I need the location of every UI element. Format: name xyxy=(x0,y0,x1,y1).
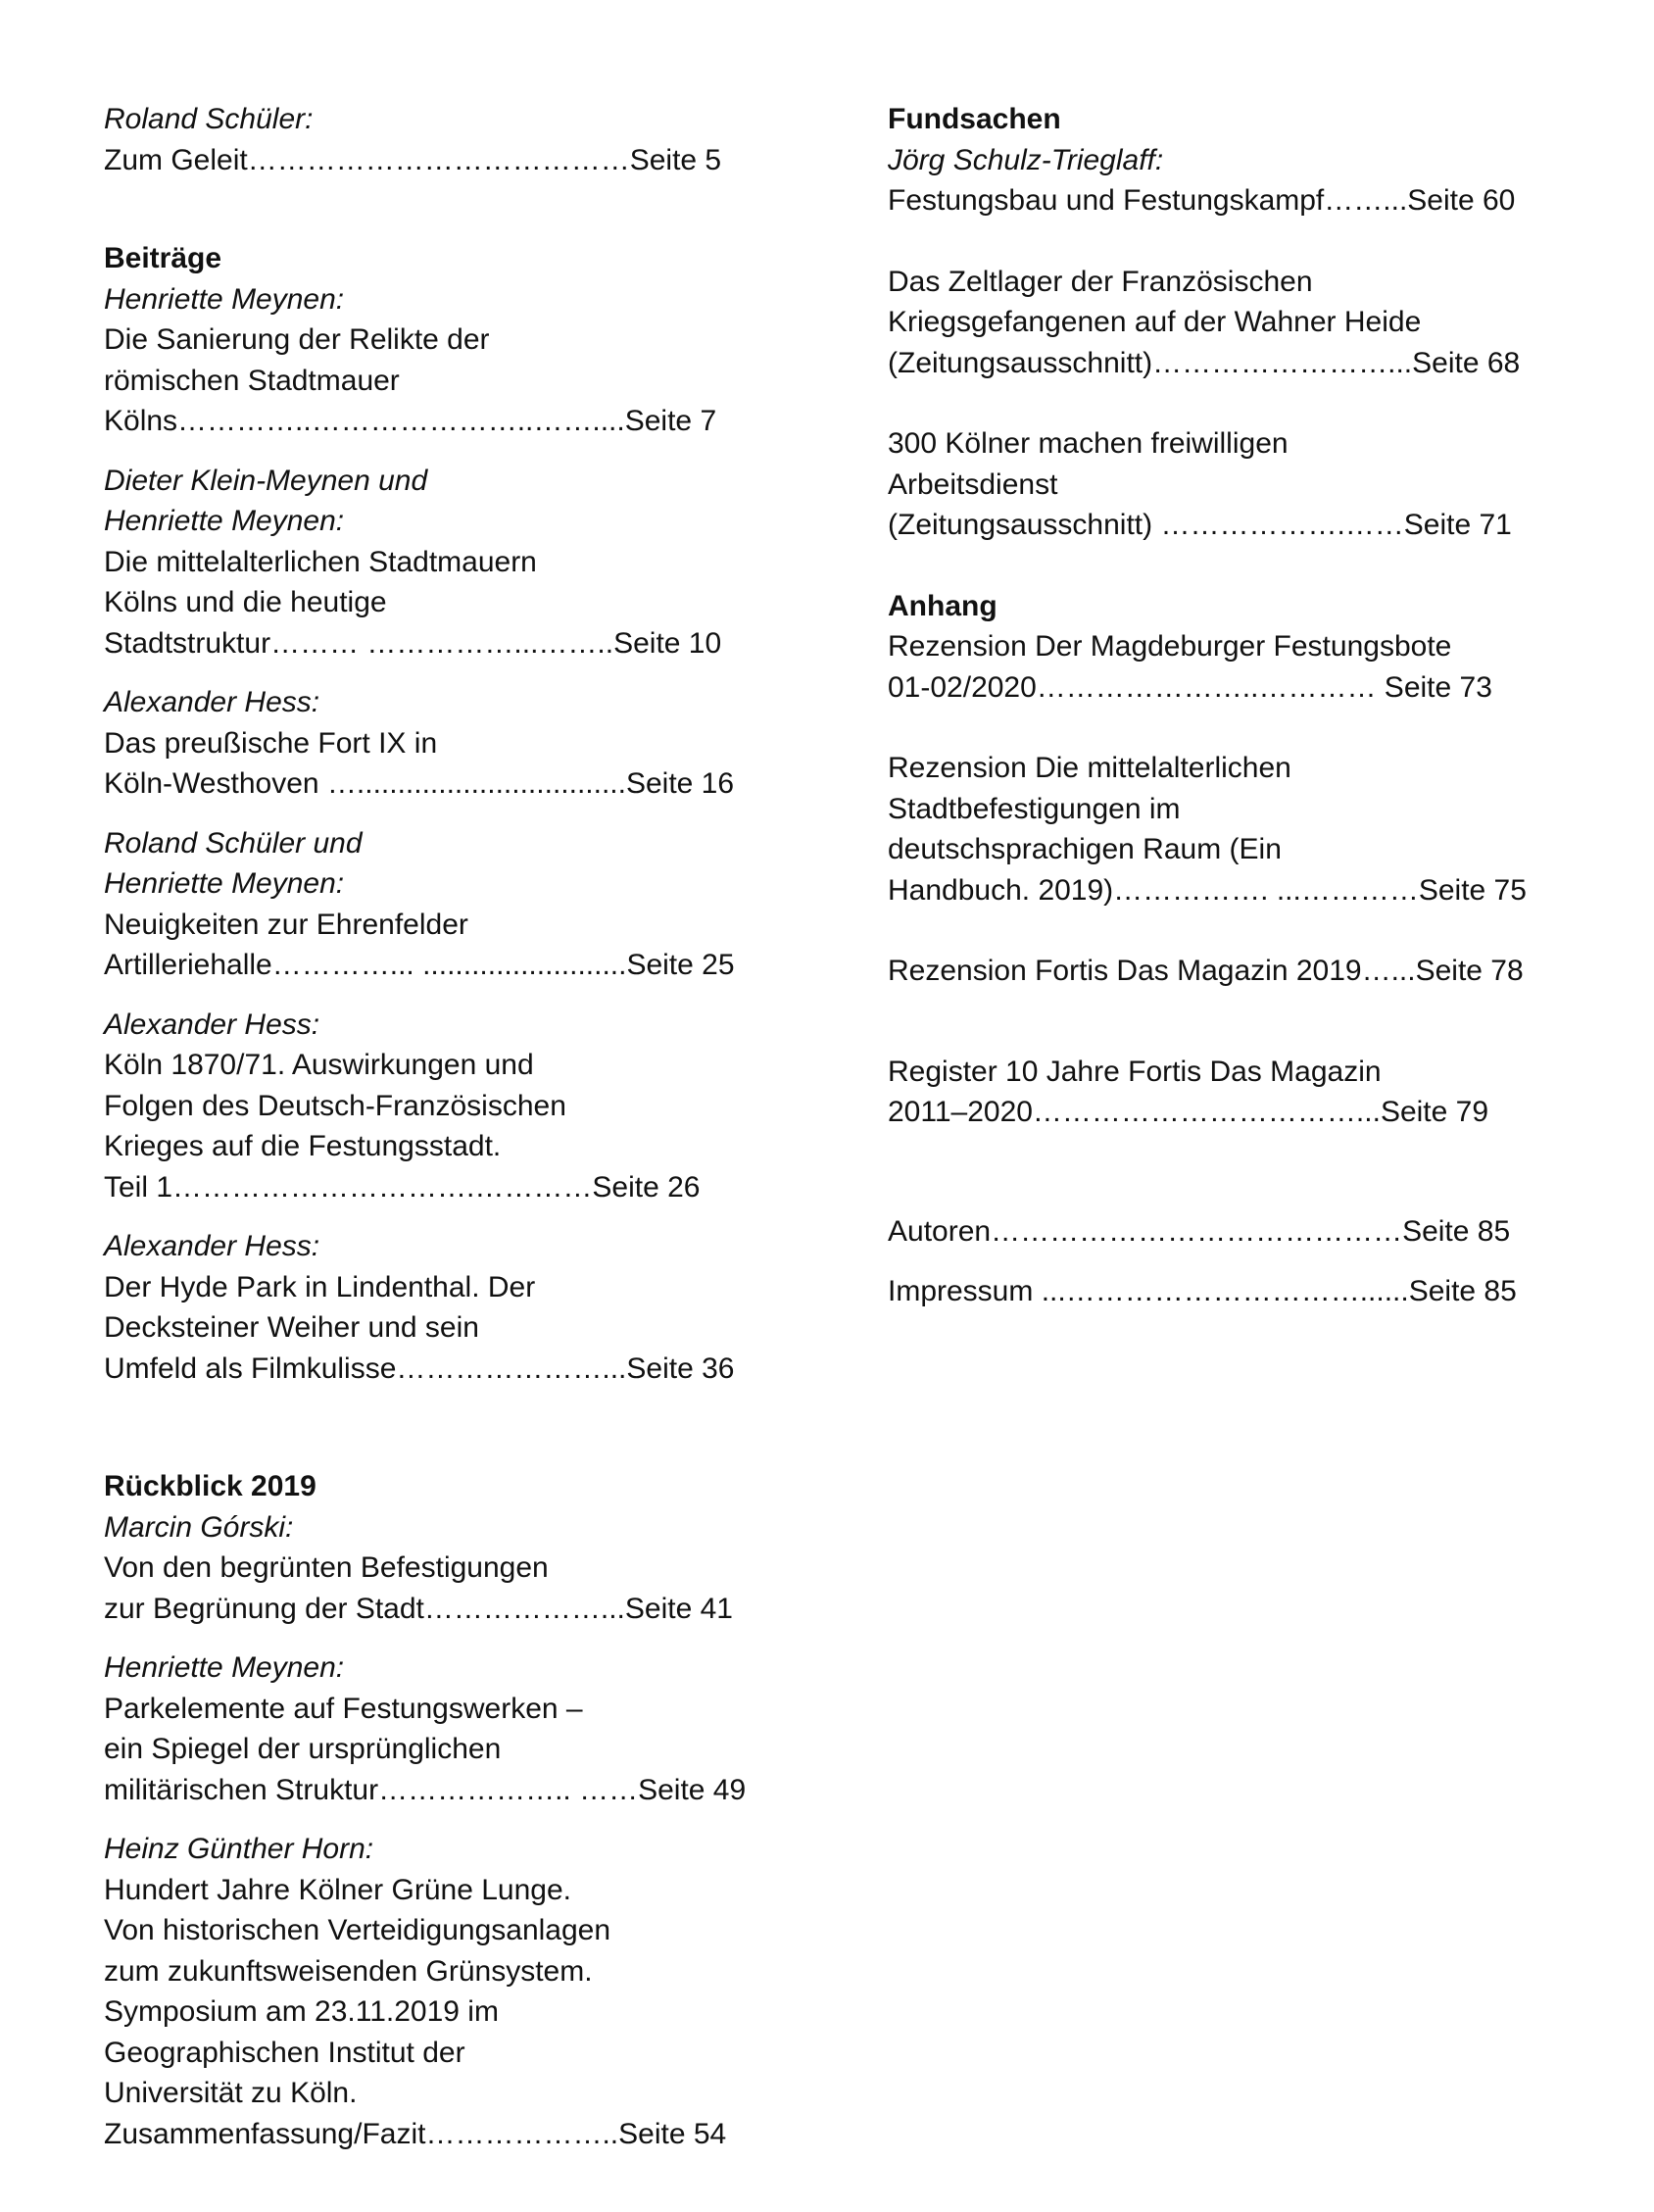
entry-line: Handbuch. 2019)……………. ...…………Seite 75 xyxy=(888,873,1527,907)
toc-entry-autoren xyxy=(888,1211,1574,1253)
entry-line: Festungsbau und Festungskampf……...Seite 60 xyxy=(888,184,1516,217)
entry-author: Marcin Górski: xyxy=(104,1510,294,1544)
toc-entry xyxy=(104,279,790,442)
entry-author: Henriette Meynen: xyxy=(104,282,345,316)
entry-line: römischen Stadtmauer xyxy=(104,364,400,397)
entry-line: Arbeitsdienst xyxy=(888,467,1058,501)
section-extras xyxy=(888,1211,1574,1312)
entry-line: Folgen des Deutsch-Französischen xyxy=(104,1089,566,1122)
entry-line: Decksteiner Weiher und sein xyxy=(104,1311,479,1344)
toc-entry xyxy=(104,1226,790,1389)
entry-author: Roland Schüler: xyxy=(104,103,314,135)
entry-line: Kölns und die heutige xyxy=(104,586,387,618)
entry-line: Umfeld als Filmkulisse…………………...Seite 36 xyxy=(104,1352,735,1385)
entry-line: Hundert Jahre Kölner Grüne Lunge. xyxy=(104,1873,571,1906)
entry-line: Köln-Westhoven ….................................Seite 16 xyxy=(104,767,735,800)
entry-author: Roland Schüler und xyxy=(104,826,363,860)
entry-line: Zum Geleit…………………………………Seite 5 xyxy=(104,143,722,176)
toc-entry xyxy=(888,748,1574,910)
entry-author: Alexander Hess: xyxy=(104,1008,320,1041)
entry-author: Dieter Klein-Meynen und xyxy=(104,464,428,497)
entry-line: Rezension Fortis Das Magazin 2019…...Seite 78 xyxy=(888,955,1524,987)
toc-entry xyxy=(888,1052,1574,1133)
entry-line: Geographischen Institut der xyxy=(104,2036,465,2069)
entry-line: Die Sanierung der Relikte der xyxy=(104,323,490,356)
toc-entry xyxy=(104,1829,790,2154)
entry-line: Stadtbefestigungen im xyxy=(888,792,1181,825)
entry-line: Teil 1………………………….…………Seite 26 xyxy=(104,1170,701,1204)
entry-line: Köln 1870/71. Auswirkungen und xyxy=(104,1049,534,1081)
section-beitraege xyxy=(104,238,790,1389)
entry-line: Der Hyde Park in Lindenthal. Der xyxy=(104,1270,536,1303)
section-title: Fundsachen xyxy=(888,103,1061,135)
entry-line: Kriegsgefangenen auf der Wahner Heide xyxy=(888,306,1422,338)
section-title: Anhang xyxy=(888,589,997,622)
toc-entry xyxy=(888,140,1574,221)
entry-author: Jörg Schulz-Trieglaff: xyxy=(888,143,1164,176)
entry-line: Das preußische Fort IX in xyxy=(104,726,438,760)
toc-entry-intro xyxy=(104,99,790,180)
entry-line: Zusammenfassung/Fazit………………..Seite 54 xyxy=(104,2117,727,2150)
entry-line: Rezension Der Magdeburger Festungsbote xyxy=(888,630,1452,663)
entry-line: deutschsprachigen Raum (Ein xyxy=(888,833,1282,865)
entry-line: militärischen Struktur……………….. ……Seite 49 xyxy=(104,1773,747,1806)
entry-line: Autoren……………………………………Seite 85 xyxy=(888,1214,1511,1248)
section-title: Rückblick 2019 xyxy=(104,1470,316,1502)
entry-line: Die mittelalterlichen Stadtmauern xyxy=(104,545,537,578)
entry-line: zur Begrünung der Stadt………………...Seite 41 xyxy=(104,1592,733,1625)
toc-entry xyxy=(104,461,790,664)
entry-author: Alexander Hess: xyxy=(104,1230,320,1262)
entry-author: Alexander Hess: xyxy=(104,686,320,718)
entry-line: Parkelemente auf Festungswerken – xyxy=(104,1692,583,1725)
entry-line: Register 10 Jahre Fortis Das Magazin xyxy=(888,1055,1382,1088)
entry-line: Von historischen Verteidigungsanlagen xyxy=(104,1914,611,1946)
toc-left-column xyxy=(104,99,790,2173)
toc-entry xyxy=(104,1647,790,1810)
entry-author: Heinz Günther Horn: xyxy=(104,1833,374,1865)
toc-entry xyxy=(888,951,1574,992)
entry-line: Rezension Die mittelalterlichen xyxy=(888,752,1291,784)
entry-line: Krieges auf die Festungsstadt. xyxy=(104,1130,502,1162)
toc-entry xyxy=(888,262,1574,384)
entry-line: Universität zu Köln. xyxy=(104,2077,358,2109)
section-rueckblick xyxy=(104,1466,790,2154)
toc-entry xyxy=(104,682,790,805)
section-anhang xyxy=(888,586,1574,1133)
entry-line: 300 Kölner machen freiwilligen xyxy=(888,427,1289,460)
entry-line: 2011–2020……………………………...Seite 79 xyxy=(888,1096,1489,1128)
entry-line: (Zeitungsausschnitt)……………………...Seite 68 xyxy=(888,346,1521,379)
entry-line: Von den begrünten Befestigungen xyxy=(104,1551,549,1584)
toc-entry-impressum xyxy=(888,1271,1574,1312)
entry-line: Neuigkeiten zur Ehrenfelder xyxy=(104,908,468,941)
entry-author: Henriette Meynen: xyxy=(104,867,345,900)
entry-line: Stadtstruktur……… ……………...……..Seite 10 xyxy=(104,626,722,660)
section-title: Beiträge xyxy=(104,242,222,274)
entry-line: Das Zeltlager der Französischen xyxy=(888,265,1313,298)
toc-entry xyxy=(104,1005,790,1208)
entry-line: 01-02/2020…………………..………… Seite 73 xyxy=(888,670,1492,704)
entry-line: (Zeitungsausschnitt) ……………….……Seite 71 xyxy=(888,509,1512,541)
entry-author: Henriette Meynen: xyxy=(104,505,345,537)
toc-entry xyxy=(888,626,1574,708)
entry-line: Impressum ...…………………………......Seite 85 xyxy=(888,1275,1517,1307)
toc-entry xyxy=(104,823,790,986)
toc-right-column xyxy=(888,99,1574,1331)
entry-line: Symposium am 23.11.2019 im xyxy=(104,1995,499,2028)
toc-entry xyxy=(888,423,1574,546)
entry-line: Kölns…………..…………………..……....Seite 7 xyxy=(104,405,717,437)
entry-author: Henriette Meynen: xyxy=(104,1651,345,1684)
section-fundsachen xyxy=(888,99,1574,546)
entry-line: zum zukunftsweisenden Grünsystem. xyxy=(104,1954,593,1988)
entry-line: ein Spiegel der ursprünglichen xyxy=(104,1733,502,1765)
entry-line: Artilleriehalle…………... .........................Seite 25 xyxy=(104,949,735,981)
toc-entry xyxy=(104,1507,790,1630)
